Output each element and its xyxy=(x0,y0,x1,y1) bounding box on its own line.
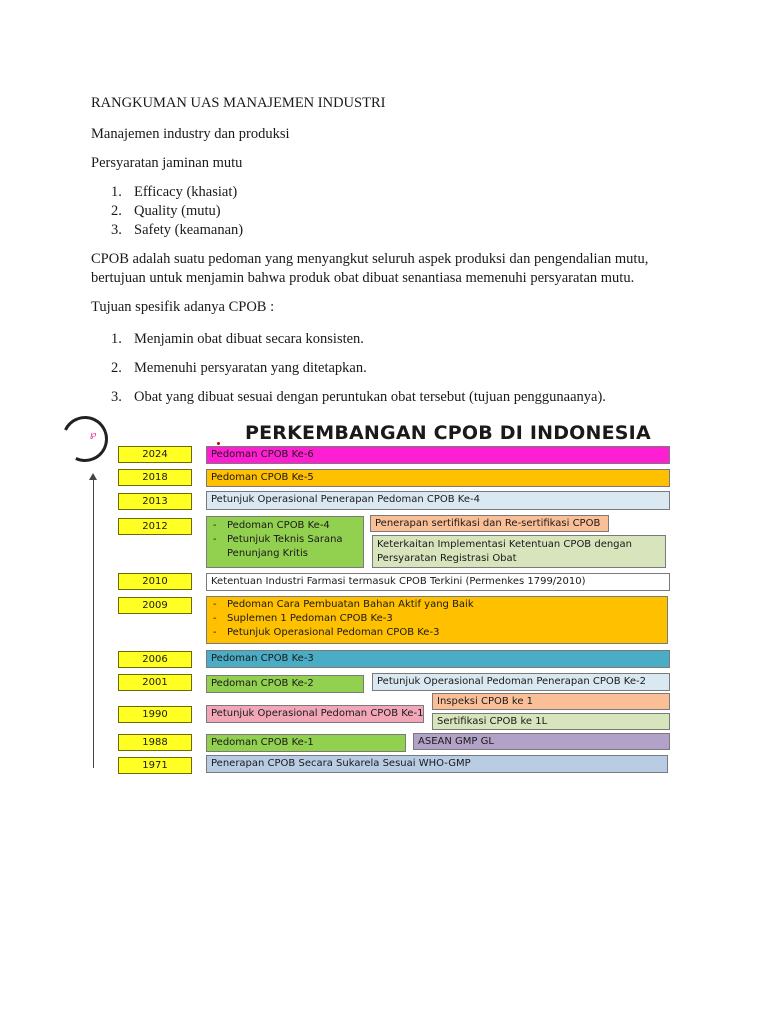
timeline-entry: Penerapan sertifikasi dan Re-sertifikasi CPOB xyxy=(370,515,609,532)
timeline-entry: Penerapan CPOB Secara Sukarela Sesuai WHO-GMP xyxy=(206,755,668,773)
timeline-entry: Pedoman CPOB Ke-5 xyxy=(206,469,670,487)
goals-heading: Tujuan spesifik adanya CPOB : xyxy=(91,299,275,315)
timeline-entry: Pedoman CPOB Ke-6 xyxy=(206,446,670,464)
list-item: 3. Safety (keamanan) xyxy=(111,222,244,238)
year-badge-2024: 2024 xyxy=(118,446,192,463)
timeline-entry: Inspeksi CPOB ke 1 xyxy=(432,693,670,710)
timeline-entry: Ketentuan Industri Farmasi termasuk CPOB Terkini (Permenkes 1799/2010) xyxy=(206,573,670,591)
timeline-entry: Petunjuk Operasional Penerapan Pedoman CPOB Ke-4 xyxy=(206,491,670,510)
timeline-entry: - Petunjuk Teknis Sarana xyxy=(211,533,359,547)
year-badge-2010: 2010 xyxy=(118,573,192,590)
year-badge-1990: 1990 xyxy=(118,706,192,723)
list-item: 3. Obat yang dibuat sesuai dengan peruntukan obat tersebut (tujuan penggunaanya). xyxy=(111,389,606,405)
cpob-timeline-figure xyxy=(90,416,680,776)
timeline-axis-arrow-icon xyxy=(93,480,94,768)
arc-decoration-icon xyxy=(56,410,115,469)
timeline-entry: Persyaratan Registrasi Obat xyxy=(377,553,517,564)
year-badge-2001: 2001 xyxy=(118,674,192,691)
timeline-entry: Keterkaitan Implementasi Ketentuan CPOB dengan xyxy=(377,539,632,550)
cpob-paragraph: CPOB adalah suatu pedoman yang menyangkut seluruh aspek produksi dan pengendalian mutu, bertujuan untuk menjamin bahwa produk obat dibuat senantiasa memenuhi persyaratan mutu. xyxy=(91,251,649,286)
document-subtitle: Manajemen industry dan produksi xyxy=(91,126,290,142)
timeline-entry-group xyxy=(206,516,364,568)
list-item: 2. Quality (mutu) xyxy=(111,203,221,219)
year-badge-2009: 2009 xyxy=(118,597,192,614)
list-item: 1. Efficacy (khasiat) xyxy=(111,184,238,200)
section-heading: Persyaratan jaminan mutu xyxy=(91,155,243,171)
year-badge-2013: 2013 xyxy=(118,493,192,510)
timeline-entry: Petunjuk Operasional Pedoman CPOB Ke-1 xyxy=(206,705,424,723)
timeline-entry: ASEAN GMP GL xyxy=(413,733,670,750)
corner-mark: ℘ xyxy=(90,430,97,440)
timeline-entry-group xyxy=(372,535,666,568)
timeline-title: PERKEMBANGAN CPOB DI INDONESIA xyxy=(245,422,651,444)
timeline-entry: Penunjang Kritis xyxy=(227,548,308,559)
year-badge-2018: 2018 xyxy=(118,469,192,486)
document-title: RANGKUMAN UAS MANAJEMEN INDUSTRI xyxy=(91,95,386,111)
timeline-entry: Pedoman CPOB Ke-1 xyxy=(206,734,406,752)
timeline-entry: Sertifikasi CPOB ke 1L xyxy=(432,713,670,730)
timeline-entry: - Pedoman CPOB Ke-4 xyxy=(211,519,359,533)
timeline-entry: Pedoman CPOB Ke-3 xyxy=(206,650,670,668)
year-badge-1988: 1988 xyxy=(118,734,192,751)
timeline-entry: Pedoman CPOB Ke-2 xyxy=(206,675,364,693)
timeline-entry: - Petunjuk Operasional Pedoman CPOB Ke-3 xyxy=(211,626,663,640)
red-dot-icon xyxy=(217,442,220,445)
year-badge-1971: 1971 xyxy=(118,757,192,774)
list-item: 1. Menjamin obat dibuat secara konsisten. xyxy=(111,331,364,347)
year-badge-2012: 2012 xyxy=(118,518,192,535)
timeline-entry: - Suplemen 1 Pedoman CPOB Ke-3 xyxy=(211,612,663,626)
timeline-entry: Petunjuk Operasional Pedoman Penerapan CPOB Ke-2 xyxy=(372,673,670,691)
timeline-entry-group xyxy=(206,596,668,644)
list-item: 2. Memenuhi persyaratan yang ditetapkan. xyxy=(111,360,367,376)
timeline-entry: - Pedoman Cara Pembuatan Bahan Aktif yang Baik xyxy=(211,598,663,612)
year-badge-2006: 2006 xyxy=(118,651,192,668)
